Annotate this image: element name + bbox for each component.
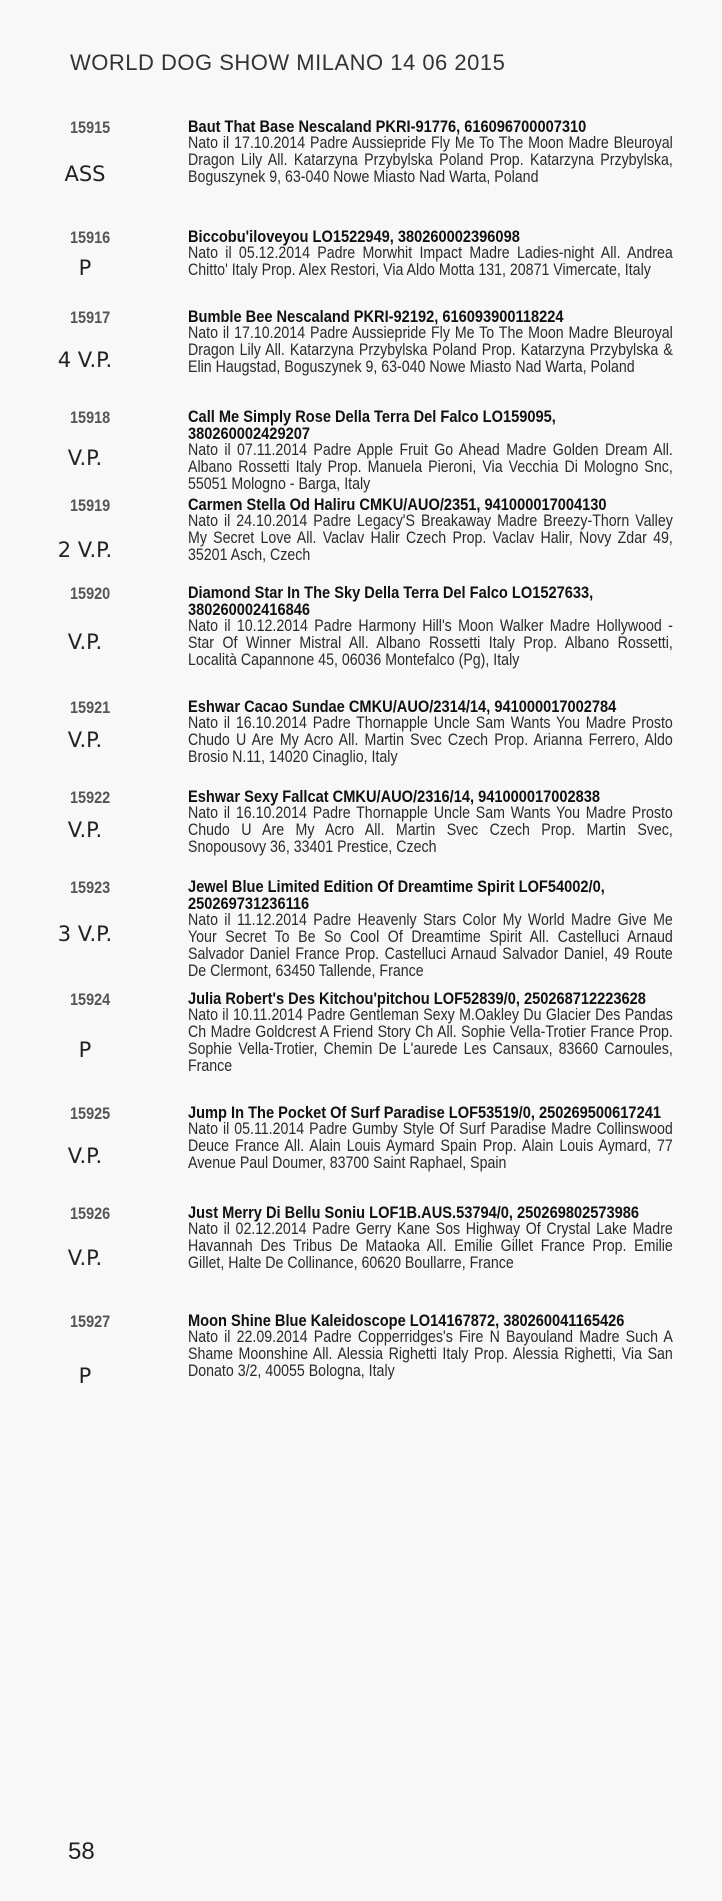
entry-left-column <box>0 496 188 564</box>
catalog-entry <box>0 1104 722 1172</box>
entry-result-handwritten: 3 V.P. <box>57 922 113 946</box>
entry-number: 15915 <box>70 118 111 137</box>
entry-text <box>188 408 722 493</box>
entry-left-column <box>0 788 188 856</box>
catalog-entry <box>0 878 722 980</box>
catalog-entry <box>0 584 722 669</box>
entry-number: 15919 <box>70 496 111 515</box>
entry-text <box>188 584 722 669</box>
entry-text <box>188 788 722 856</box>
entry-left-column <box>0 408 188 493</box>
entry-text <box>188 1104 722 1172</box>
catalog-entry <box>0 408 722 493</box>
catalog-entry <box>0 1311 722 1388</box>
entry-number: 15922 <box>70 788 111 807</box>
entry-dog-name: Moon Shine Blue Kaleidoscope LO14167872, 380260041165426 <box>188 1311 625 1330</box>
entry-number: 15926 <box>70 1204 111 1223</box>
entry-result-handwritten: P <box>78 1038 92 1062</box>
catalog-entry <box>0 788 722 856</box>
entry-dog-name: Just Merry Di Bellu Soniu LOF1B.AUS.53794/0, 250269802573986 <box>188 1203 640 1222</box>
catalog-entry <box>0 1204 722 1272</box>
entry-number: 15923 <box>70 878 111 897</box>
entry-result-handwritten: 2 V.P. <box>57 538 113 562</box>
entry-dog-name: Biccobu'iloveyou LO1522949, 380260002396098 <box>188 227 520 246</box>
entry-text <box>188 118 722 186</box>
entry-details: Nato il 10.11.2014 Padre Gentleman Sexy M.Oakley Du Glacier Des Pandas Ch Madre Goldcrest A Friend Story Ch All. Sophie Vella-Trotier France Prop. Sophie Vella-Trotier, Chemin De L'aurede Les Cansaux, 83660 Carnoules, France <box>188 1006 673 1075</box>
entry-dog-name: Diamond Star In The Sky Della Terra Del Falco LO1527633, 380260002416846 <box>188 583 594 619</box>
page-header: WORLD DOG SHOW MILANO 14 06 2015 <box>70 50 506 75</box>
entry-details: Nato il 22.09.2014 Padre Copperridges's Fire N Bayouland Madre Such A Shame Moonshine All. Alessia Righetti Italy Prop. Alessia Righetti, Via San Donato 3/2, 40055 Bologna, Italy <box>188 1328 673 1380</box>
entry-result-handwritten: P <box>78 1364 92 1388</box>
entry-details: Nato il 24.10.2014 Padre Legacy'S Breakaway Madre Breezy-Thorn Valley My Secret Love All. Vaclav Halir Czech Prop. Vaclav Halir, Novy Zdar 49, 35201 Asch, Czech <box>188 512 673 564</box>
entry-number: 15917 <box>70 308 111 327</box>
entry-text <box>188 228 722 279</box>
catalog-entry <box>0 990 722 1075</box>
entry-number: 15924 <box>70 990 111 1009</box>
entry-number: 15920 <box>70 584 111 603</box>
entry-number: 15927 <box>70 1312 111 1331</box>
entry-details: Nato il 02.12.2014 Padre Gerry Kane Sos Highway Of Crystal Lake Madre Havannah Des Tribus De Mataoka All. Emilie Gillet France Prop. Emilie Gillet, Halte De Collinance, 60620 Boullarre, France <box>188 1220 673 1272</box>
entry-left-column <box>0 308 188 376</box>
catalog-entry <box>0 228 722 279</box>
entry-left-column <box>0 990 188 1075</box>
entry-left-column <box>0 1204 188 1272</box>
entry-details: Nato il 17.10.2014 Padre Aussiepride Fly Me To The Moon Madre Bleuroyal Dragon Lily All. Katarzyna Przybylska Poland Prop. Katarzyna Przybylska & Elin Haugstad, Boguszynek 9, 63-040 Nowe Miasto Nad Warta, Poland <box>188 324 673 376</box>
entry-dog-name: Eshwar Sexy Fallcat CMKU/AUO/2316/14, 941000017002838 <box>188 787 601 806</box>
entry-result-handwritten: V.P. <box>67 818 103 842</box>
entry-left-column <box>0 1104 188 1172</box>
entry-result-handwritten: V.P. <box>67 1246 103 1270</box>
entry-dog-name: Baut That Base Nescaland PKRI-91776, 616096700007310 <box>188 117 587 136</box>
entry-dog-name: Eshwar Cacao Sundae CMKU/AUO/2314/14, 941000017002784 <box>188 697 617 716</box>
entry-details: Nato il 05.11.2014 Padre Gumby Style Of Surf Paradise Madre Collinswood Deuce France All. Alain Louis Aymard Spain Prop. Alain Louis Aymard, 77 Avenue Paul Doumer, 83700 Saint Raphael, Spain <box>188 1120 673 1172</box>
entry-number: 15916 <box>70 228 111 247</box>
entry-dog-name: Julia Robert's Des Kitchou'pitchou LOF52839/0, 250268712223628 <box>188 989 646 1008</box>
entry-number: 15921 <box>70 698 111 717</box>
entry-number: 15925 <box>70 1104 111 1123</box>
entry-left-column <box>0 584 188 669</box>
entry-result-handwritten: P <box>78 256 92 280</box>
entry-details: Nato il 05.12.2014 Padre Morwhit Impact Madre Ladies-night All. Andrea Chitto' Italy Prop. Alex Restori, Via Aldo Motta 131, 20871 Vimercate, Italy <box>188 244 673 279</box>
entry-text <box>188 496 722 564</box>
entry-dog-name: Carmen Stella Od Haliru CMKU/AUO/2351, 941000017004130 <box>188 495 607 514</box>
catalog-entry <box>0 496 722 564</box>
entry-details: Nato il 17.10.2014 Padre Aussiepride Fly Me To The Moon Madre Bleuroyal Dragon Lily All. Katarzyna Przybylska Poland Prop. Katarzyna Przybylska, Boguszynek 9, 63-040 Nowe Miasto Nad Warta, Poland <box>188 134 673 186</box>
entry-dog-name: Call Me Simply Rose Della Terra Del Falco LO159095, 380260002429207 <box>188 407 556 443</box>
entry-text <box>188 990 722 1075</box>
entry-dog-name: Jewel Blue Limited Edition Of Dreamtime Spirit LOF54002/0, 250269731236116 <box>188 877 605 913</box>
page-number: 58 <box>68 1838 95 1865</box>
entry-text <box>188 1204 722 1272</box>
entry-number: 15918 <box>70 408 111 427</box>
entry-details: Nato il 10.12.2014 Padre Harmony Hill's Moon Walker Madre Hollywood - Star Of Winner Mistral All. Albano Rossetti Italy Prop. Albano Rossetti, Località Capannone 45, 06036 Montefalco (Pg), Italy <box>188 617 673 669</box>
entry-left-column <box>0 698 188 766</box>
entry-text <box>188 1312 722 1380</box>
entry-left-column <box>0 1312 188 1388</box>
entry-text <box>188 698 722 766</box>
entry-text <box>188 308 722 376</box>
entry-details: Nato il 16.10.2014 Padre Thornapple Uncle Sam Wants You Madre Prosto Chudo U Are My Acro All. Martin Svec Czech Prop. Arianna Ferrero, Aldo Brosio N.11, 14020 Cinaglio, Italy <box>188 714 673 766</box>
entry-result-handwritten: V.P. <box>67 1144 103 1168</box>
entry-details: Nato il 07.11.2014 Padre Apple Fruit Go Ahead Madre Golden Dream All. Albano Rossetti Italy Prop. Manuela Pieroni, Via Vecchia Di Mologno Snc, 55051 Mologno - Barga, Italy <box>188 441 673 493</box>
catalog-entry <box>0 308 722 376</box>
entry-dog-name: Jump In The Pocket Of Surf Paradise LOF53519/0, 250269500617241 <box>188 1103 661 1122</box>
catalog-entry <box>0 698 722 766</box>
entry-left-column <box>0 878 188 980</box>
entry-result-handwritten: V.P. <box>67 630 103 654</box>
entry-result-handwritten: 4 V.P. <box>57 348 113 372</box>
entry-details: Nato il 16.10.2014 Padre Thornapple Uncle Sam Wants You Madre Prosto Chudo U Are My Acro All. Martin Svec Czech Prop. Martin Svec, Snopousovy 36, 33401 Prestice, Czech <box>188 804 673 856</box>
entry-result-handwritten: ASS <box>64 162 106 186</box>
entry-details: Nato il 11.12.2014 Padre Heavenly Stars Color My World Madre Give Me Your Secret To Be So Cool Of Dreamtime Spirit All. Castelluci Arnaud Salvador Daniel France Prop. Castelluci Arnaud Salvador Daniel, 49 Route De Clermont, 63450 Tallende, France <box>188 911 673 980</box>
entry-result-handwritten: V.P. <box>67 728 103 752</box>
catalog-entry <box>0 118 722 186</box>
entry-result-handwritten: V.P. <box>67 446 103 470</box>
entry-dog-name: Bumble Bee Nescaland PKRI-92192, 616093900118224 <box>188 307 564 326</box>
entry-text <box>188 878 722 980</box>
entry-left-column <box>0 118 188 186</box>
entry-left-column <box>0 228 188 279</box>
